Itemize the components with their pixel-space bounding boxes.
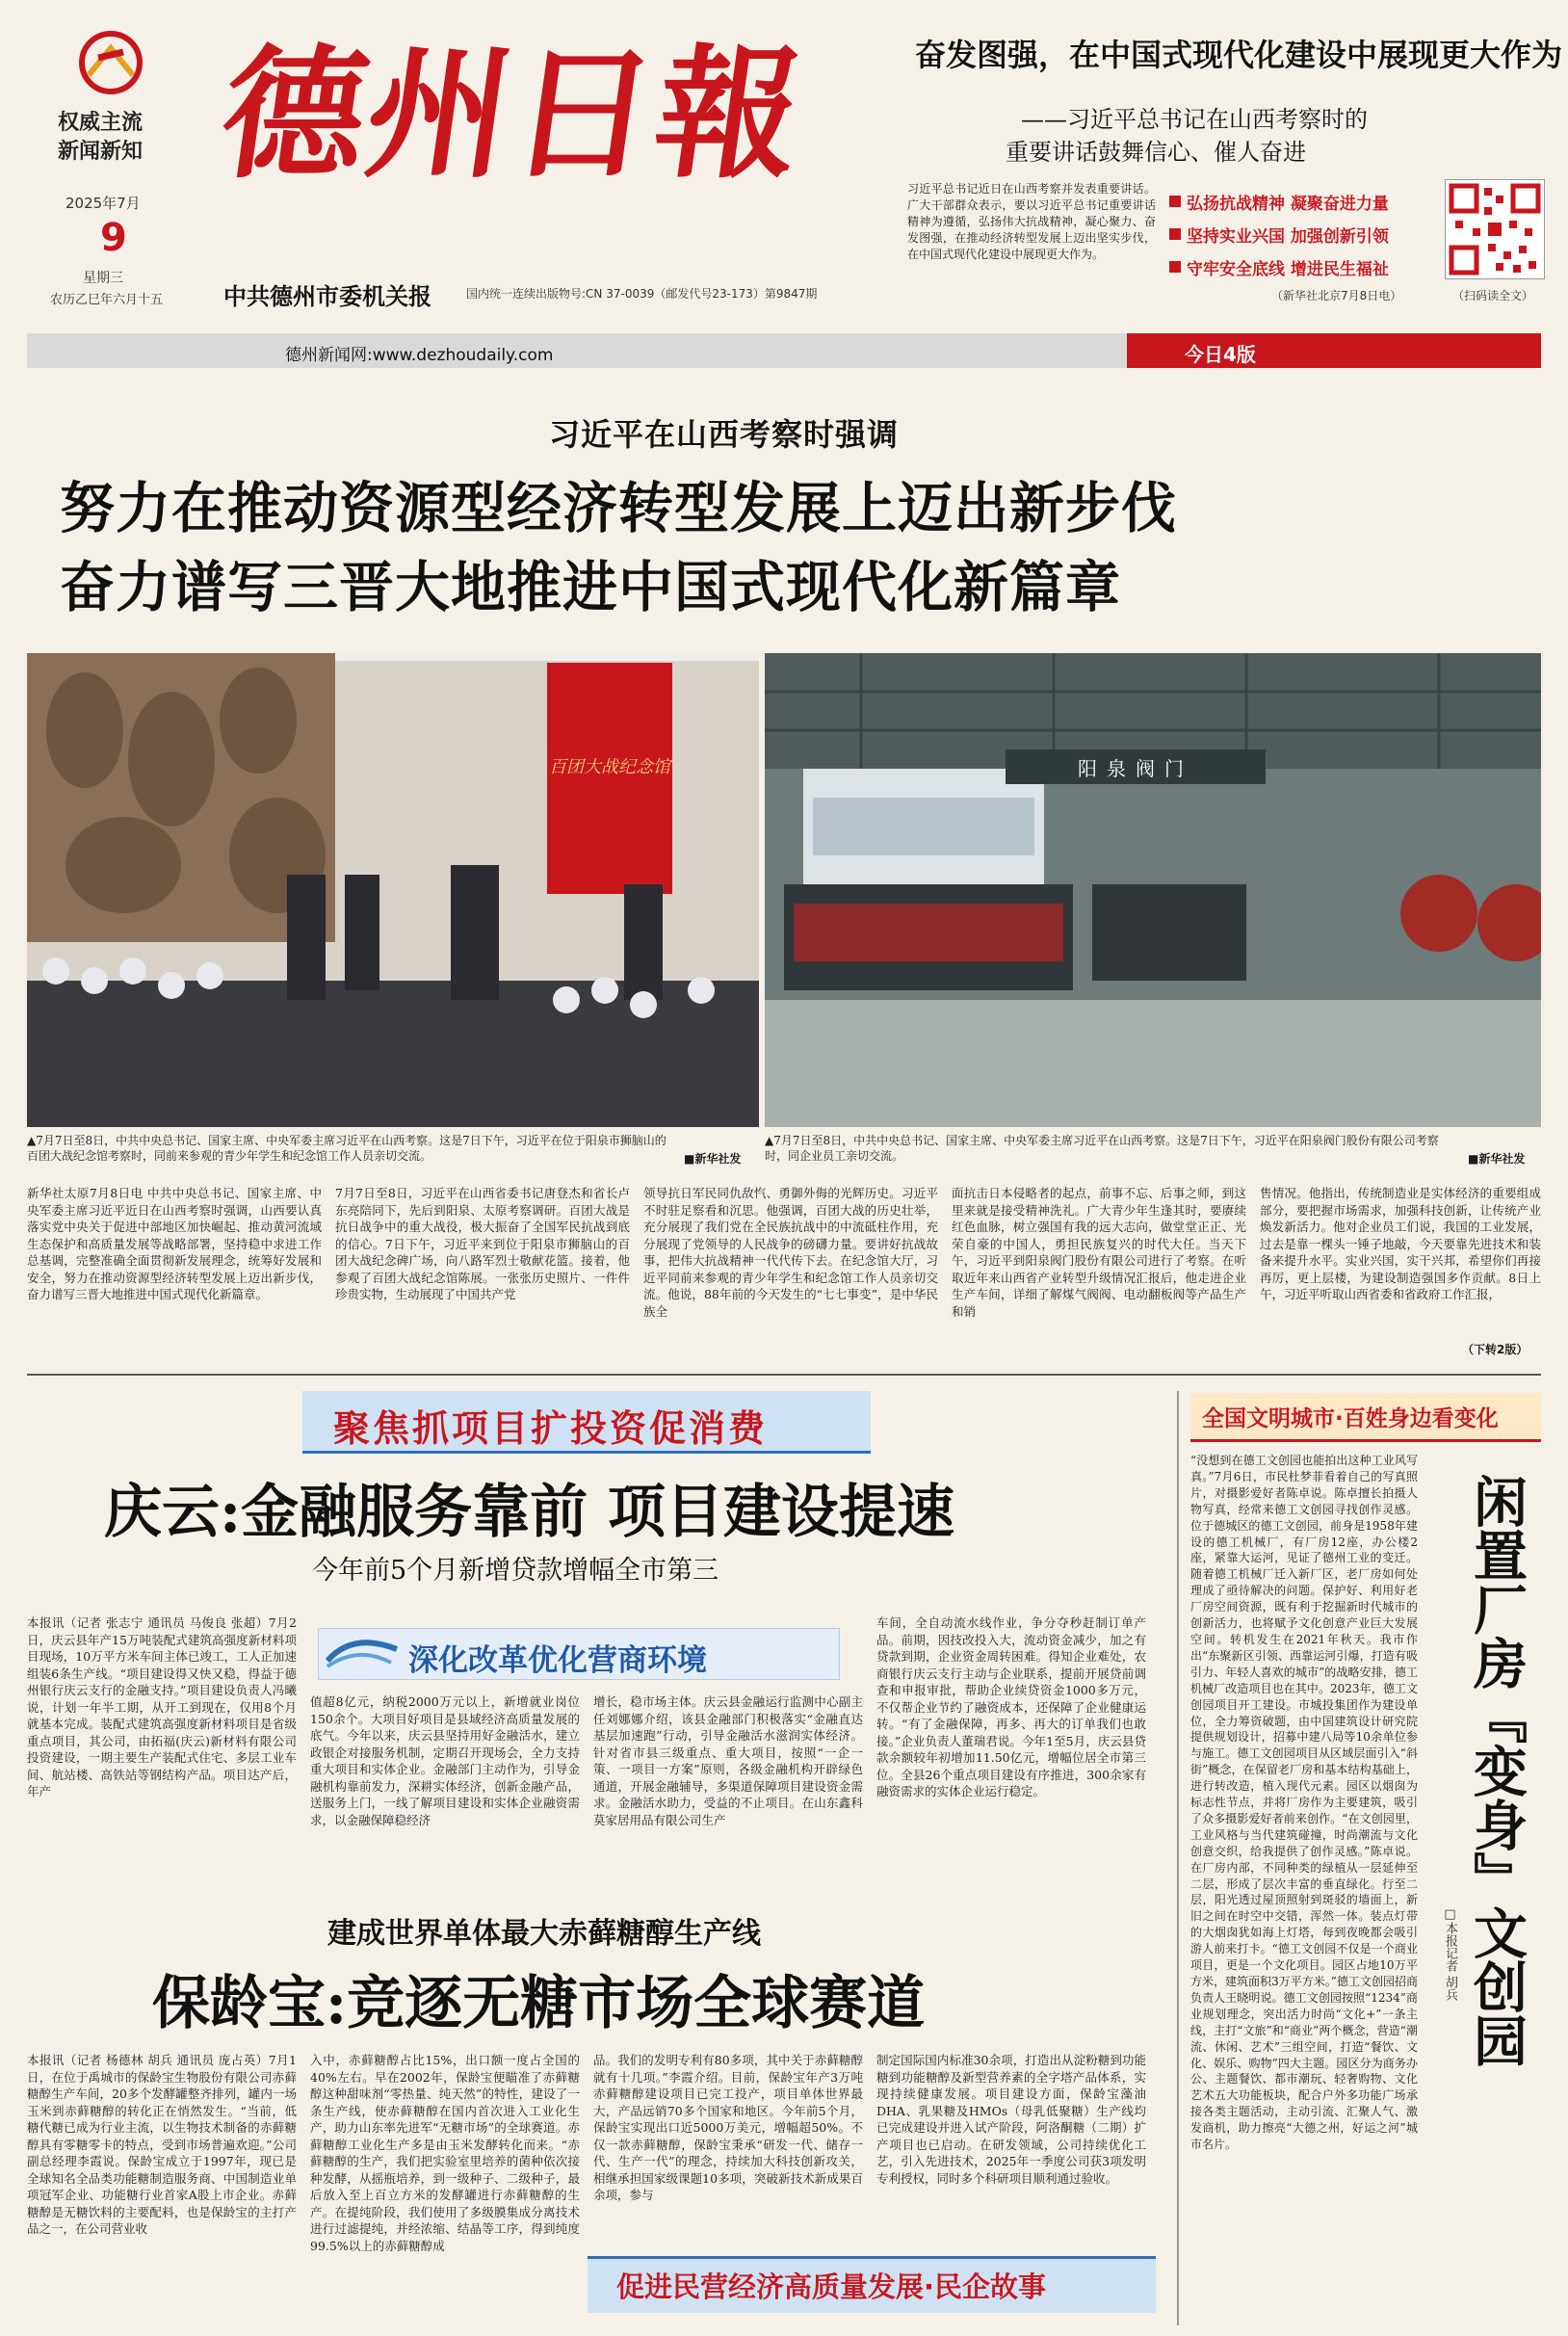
second-column-4: 制定国际国内标准30余项，打造出从淀粉糖到功能糖到功能糖醇及新型营养素的全字塔产品体系，实现持续健康发展。项目建设方面，保龄宝藻油DHA、乳果糖及HMOs（母乳低聚糖）生产线均已完成建设并进入试产阶段，阿洛酮糖（二期）扩产项目也已启动。在研发领域，公司持续优化工艺，引入先进技术，2025年一季度公司获3项发明专利授权，同时多个科研项目顺利通过验收。	[876, 2053, 1146, 2186]
civilized-city-banner-label: 全国文明城市·百姓身边看变化	[1202, 1406, 1499, 1431]
issue-day: 9	[100, 216, 127, 260]
newspaper-logo-icon	[77, 29, 144, 96]
lead-continued[interactable]: （下转2版）	[1462, 1343, 1529, 1356]
lead-kicker: 习近平在山西考察时强调	[549, 416, 900, 453]
focus-column-3: 增长，稳市场主体。庆云县金融运行监测中心副主任刘娜娜介绍，该县金融部门积极落实“金融直达基层加速跑”行动，引导金融活水滋润实体经济。针对省市县三级重点、重大项目，按照“一企一策、一项目一方案”原则，各级金融机构开辟绿色通道，开展金融辅导，多渠道保障项目建设资金需求。金融活水助力，受益的不止项目。在山东鑫科莫家居用品有限公司生产	[593, 1694, 863, 1827]
photo2-caption: ▲7月7日至8日，中共中央总书记、国家主席、中央军委主席习近平在山西考察。这是7日下午，习近平在阳泉阀门股份有限公司考察时，同企业员工亲切交流。	[765, 1134, 1439, 1163]
top-story-body: 习近平总书记近日在山西考察并发表重要讲话。广大干部群众表示，要以习近平总书记重要讲话精神为遵循，弘扬伟大抗战精神，凝心聚力、奋发图强，在推动经济转型发展上迈出坚实步伐，在中国式现代化建设中展现更大作为。	[907, 182, 1156, 261]
second-headline: 保龄宝:竞逐无糖市场全球赛道	[152, 1970, 926, 2037]
sidebar-body: “没想到在德工文创园也能拍出这种工业风写真。”7月6日，市民杜梦菲看着自己的写真照片，对摄影爱好者陈卓说。陈卓擅长拍摄人物写真，经常来德工文创园寻找创作灵感。位于德城区的德工文创园，前身是1958年建设的德工机械厂，有厂房12座，办公楼2座，紧靠大运河，见证了德州工业的变迁。随着德工机械厂迁入新厂区，老厂房如何处理成了亟待解决的问题。保护好、利用好老厂房空间资源，既有利于挖掘新时代城市的创新活力，也将赋予文化创意产业巨大发展空间。转机发生在2021年秋天。我市作出“东聚新区引领、西靠运河引爆，打造有吸引力、年轻人喜欢的城市”的战略安排，德工机械厂改造项目也在其中。2023年，德工文创园项目开工建设。市城投集团作为建设单位，全力筹资破题，由中国建筑设计研究院提供规划设计，招募中建八局等10余单位参与施工。德工文创园项目从区域层面引入“斜街”概念，在保留老厂房和基本结构基础上，进行转改造，植入现代元素。园区以烟囱为标志性节点，并将厂房作为主要建筑，吸引了众多摄影爱好者前来创作。“在文创园里，工业风格与当代建筑碰撞，时尚潮流与文化创意交织，给我提供了创作灵感。”陈卓说。在厂房内部，不同种类的绿植从一层延伸至二层，形成了层次丰富的垂直绿化。行至二层，阳光透过屋顶照射到斑驳的墙面上，新旧之间在时空中交错，浑然一体。装点灯带的大烟囱犹如海上灯塔，每到夜晚都会吸引游人前来打卡。“德工文创园不仅是一个商业项目，更是一个文化项目。园区占地10万平方米，建筑面积3万平方米。”德工文创园招商负责人王晓明说。德工文创园按照“1234”商业规划理念，突出活力时尚“文化+”一条主线，主打“文旅”和“商业”两个概念，营造“潮流、休闲、艺术”三组空间，打造“餐饮、文化、娱乐、购物”四大主题。园区分为商务办公、主题餐饮、都市潮玩、轻奢购物、文化艺术五大功能板块，配合户外多功能广场承接各类主题活动，主动引流、汇聚人气、激发商机，助力擦亮“大德之州，好运之河”城市名片。	[1190, 1454, 1418, 2152]
qr-code-icon[interactable]	[1445, 179, 1545, 279]
section-divider	[27, 1374, 1541, 1376]
focus-banner-label: 聚焦抓项目扩投资促消费	[333, 1407, 769, 1450]
lead-headline-1: 努力在推动资源型经济转型发展上迈出新步伐	[60, 477, 1177, 540]
red-square-icon	[1169, 196, 1181, 207]
issue-month: 2025年7月	[65, 195, 141, 212]
photo2-credit: ■新华社发	[1468, 1152, 1526, 1166]
private-economy-banner-label: 促进民营经济高质量发展·民企故事	[616, 2270, 1047, 2303]
memorial-hall-sign: 百团大战纪念馆	[549, 757, 670, 777]
photo-valve-factory[interactable]	[765, 653, 1541, 1127]
reform-ribbon-label: 深化改革优化营商环境	[408, 1643, 707, 1678]
focus-column-1: 本报讯（记者 张志宁 通讯员 马俊良 张超）7月2日，庆云县年产15万吨装配式建筑高强度新材料项目现场，10万平方米车间主体已竣工，工人正加速组装6条生产线。“项目建设得又快又稳，得益于德州银行庆云支行的金融支持。”项目建设负责人冯曦说，计划一年半工期，从开工到现在，仅用8个月就基本完成。装配式建筑高强度新材料项目是省级重点项目，其公司，由拓福(庆云)新材料有限公司投资建设，一期主要生产装配式住宅、多层工业车间、航站楼、高铁站等钢结构产品。项目达产后，年产	[27, 1615, 297, 1798]
second-column-3: 品。我们的发明专利有80多项，其中关于赤藓糖醇就有十几项。”李霞介绍。目前，保龄宝年产3万吨赤藓糖醇建设项目已完工投产，项目单体世界最大，产品远销70多个国家和地区。今年前5个月，保龄宝实现出口近5000万美元，增幅超50%。不仅一款赤藓糖醇，保龄宝秉承“研发一代、储存一代、生产一代”的理念，持续加大科技创新攻关，相继承担国家级课题10多项，突破新技术新成果百余项，参与	[593, 2053, 863, 2202]
ribbon-swirl-icon	[324, 1632, 401, 1674]
red-square-icon	[1169, 228, 1181, 240]
sidebar-rule	[1177, 1391, 1179, 2325]
focus-column-2: 值超8亿元，纳税2000万元以上，新增就业岗位150余个。大项目好项目是县域经济高质量发展的底气。今年以来，庆云县坚持用好金融活水，建立政银企对接服务机制，定期召开现场会，全力支持重大项目和实体企业。金融部门主动作为，引导金融机构靠前发力，深耕实体经济，创新金融产品，送服务上门，一线了解项目建设和实体企业融资需求，以金融保障稳经济	[310, 1694, 580, 1827]
lead-column-4: 面抗击日本侵略者的起点，前事不忘、后事之师，到这里来就是接受精神洗礼。广大青少年生逢其时，要赓续红色血脉，树立强国有我的远大志向，做堂堂正正、光荣自豪的中国人，勇担民族复兴的时代大任。当天下午，习近平到阳泉阀门股份有限公司进行了考察。在听取近年来山西省产业转型升级情况汇报后，他走进企业生产车间，详细了解煤气阀阀、电动翻板阀等产品生产和销	[952, 1186, 1246, 1319]
bullet-item[interactable]: 坚持实业兴国 加强创新引领	[1169, 218, 1439, 250]
photo1-caption: ▲7月7日至8日，中共中央总书记、国家主席、中央军委主席习近平在山西考察。这是7日下午，习近平在位于阳泉市狮脑山的百团大战纪念馆考察时，同前来参观的青少年学生和纪念馆工作人员亲切交流。	[27, 1134, 666, 1163]
focus-column-4: 车间，全自动流水线作业，争分夺秒赶制订单产品。前期，因技改投入大，流动资金减少，加之有贷款到期，企业资金周转困难。得知企业难处，农商银行庆云支行主动与企业联系，提前开展贷前调查和申报审批，帮助企业续贷资金1000多万元，不仅帮企业节约了融资成本，还保障了企业健康运转。“有了金融保障，再多、再大的订单我们也敢接。”企业负责人董瑞君说。今年1至5月，庆云县贷款余额较年初增加11.50亿元，增幅位居全市第三位。全县26个重点项目建设有序推进，300余家有融资需求的实体企业运行稳定。	[876, 1615, 1146, 1798]
focus-headline: 庆云:金融服务靠前 项目建设提速	[104, 1479, 955, 1546]
sidebar-byline: □本报记者 胡兵	[1443, 1907, 1457, 2002]
top-story-subhead-1: ——习近平总书记在山西考察时的	[1021, 106, 1368, 133]
qr-caption: （扫码读全文）	[1452, 289, 1534, 302]
issue-weekday: 星期三	[83, 271, 123, 286]
top-story-credit: （新华社北京7月8日电）	[1271, 289, 1402, 302]
second-kicker: 建成世界单体最大赤藓糖醇生产线	[327, 1917, 761, 1951]
second-column-2: 入中，赤藓糖醇占比15%，出口额一度占全国的40%左右。早在2002年，保龄宝便瞄准了赤藓糖醇这种甜味剂“零热量、纯天然”的特性，建设了一条生产线，使赤藓糖醇在国内首次进入工业化生产，助力山东率先进军“无糖市场”的全球赛道。赤藓糖醇工业化生产多是由玉米发酵转化而来。“赤藓糖醇的生产，我们把实验室里培养的菌种依次接种发酵，从摇瓶培养，到一级种子、二级种子，最后放入至上百立方米的发酵罐进行赤藓糖醇的生产。在提纯阶段，我们使用了多级膜集成分离技术进行过滤提纯，并经浓缩、结晶等工序，得到纯度99.5%以上的赤藓糖醇成	[310, 2053, 580, 2253]
lead-column-3: 领导抗日军民同仇敌忾、勇御外侮的光辉历史。习近平不时驻足察看和沉思。他强调，百团大战的历史壮举，充分展现了我们党在全民族抗战中的中流砥柱作用，充分展现了党领导的人民战争的磅礴力量。要讲好抗战故事，把伟大抗战精神一代代传下去。在纪念馆大厅，习近平同前来参观的青少年学生和纪念馆工作人员亲切交流。他说，88年前的今天发生的“七七事变”，是中华民族全	[643, 1186, 938, 1319]
photo-memorial-hall[interactable]	[27, 653, 759, 1127]
top-story-headline: 奋发图强，在中国式现代化建设中展现更大作为	[915, 37, 1563, 73]
lead-headline-2: 奋力谱写三晋大地推进中国式现代化新篇章	[60, 556, 1121, 619]
red-square-icon	[1169, 261, 1181, 273]
photo1-credit: ■新华社发	[684, 1152, 742, 1166]
lead-column-1: 新华社太原7月8日电 中共中央总书记、国家主席、中央军委主席习近平近日在山西考察时强调，山西要认真落实党中央关于促进中部地区加快崛起、推动黄河流域生态保护和高质量发展等战略部署，坚持稳中求进工作总基调，完整准确全面贯彻新发展理念，统筹好发展和安全，努力在推动资源型经济转型发展上迈出新步伐，奋力谱写三晋大地推进中国式现代化新篇章。	[27, 1186, 322, 1301]
newspaper-title: 德州日報	[211, 30, 814, 197]
factory-sign: 阳泉阀门	[1078, 757, 1193, 780]
publication-number: 国内统一连续出版物号:CN 37-0039（邮发代号23-173）第9847期	[466, 287, 818, 301]
organ-label: 中共德州市委机关报	[223, 282, 431, 310]
top-story-subhead-2: 重要讲话鼓舞信心、催人奋进	[1006, 139, 1306, 166]
bullet-item[interactable]: 弘扬抗战精神 凝聚奋进力量	[1169, 185, 1439, 218]
issue-lunar-date: 农历乙巳年六月十五	[50, 293, 164, 307]
slogan-line-1: 权威主流	[58, 111, 144, 135]
website-link[interactable]: 德州新闻网:www.dezhoudaily.com	[285, 346, 554, 365]
slogan-line-2: 新闻新知	[58, 140, 144, 164]
today-pages-label: 今日4版	[1185, 343, 1256, 366]
sidebar-headline: 闲置厂房『变身』文创园	[1465, 1474, 1529, 2067]
focus-subhead: 今年前5个月新增贷款增幅全市第三	[312, 1556, 719, 1586]
top-story-bullets	[1169, 185, 1439, 283]
lead-column-2: 7月7日至8日，习近平在山西省委书记唐登杰和省长卢东亮陪同下，先后到阳泉、太原考察调研。百团大战是抗日战争中的重大战役，极大振奋了全国军民抗战到底的信心。7日下午，习近平来到位于阳泉市狮脑山的百团大战纪念碑广场，向八路军烈士敬献花篮。接着，他参观了百团大战纪念馆陈展。一张张历史照片、一件件珍贵实物，生动展现了中国共产党	[335, 1186, 630, 1301]
bullet-item[interactable]: 守牢安全底线 增进民生福祉	[1169, 250, 1439, 283]
lead-column-5: 售情况。他指出，传统制造业是实体经济的重要组成部分，要把握市场需求，加强科技创新，让传统产业焕发新活力。他对企业员工们说，我国的工业发展，过去是靠一棵头一锤子地敲，今天要靠先进技术和装备来提升水平。实业兴国，实干兴邦，希望你们再接再厉，更上层楼，为建设制造强国多作贡献。8日上午，习近平听取山西省委和省政府工作汇报，	[1260, 1186, 1541, 1301]
second-column-1: 本报讯（记者 杨德林 胡兵 通讯员 庞占英）7月1日，在位于禹城市的保龄宝生物股份有限公司赤藓糖醇生产车间，20多个发酵罐整齐排列，罐内一场玉米到赤藓糖醇的转化正在悄然发生。“当前，低糖代糖已成为行业主流，以生物技术制备的赤藓糖醇具有零糖零卡的特点，受到市场普遍欢迎。”公司副总经理李霞说。保龄宝成立于1997年，现已是全球知名全品类功能糖制造服务商、中国制造业单项冠军企业、功能糖行业首家A股上市企业。赤藓糖醇是无糖饮料的主要配料，也是保龄宝的主打产品之一，在公司营业收	[27, 2053, 297, 2236]
